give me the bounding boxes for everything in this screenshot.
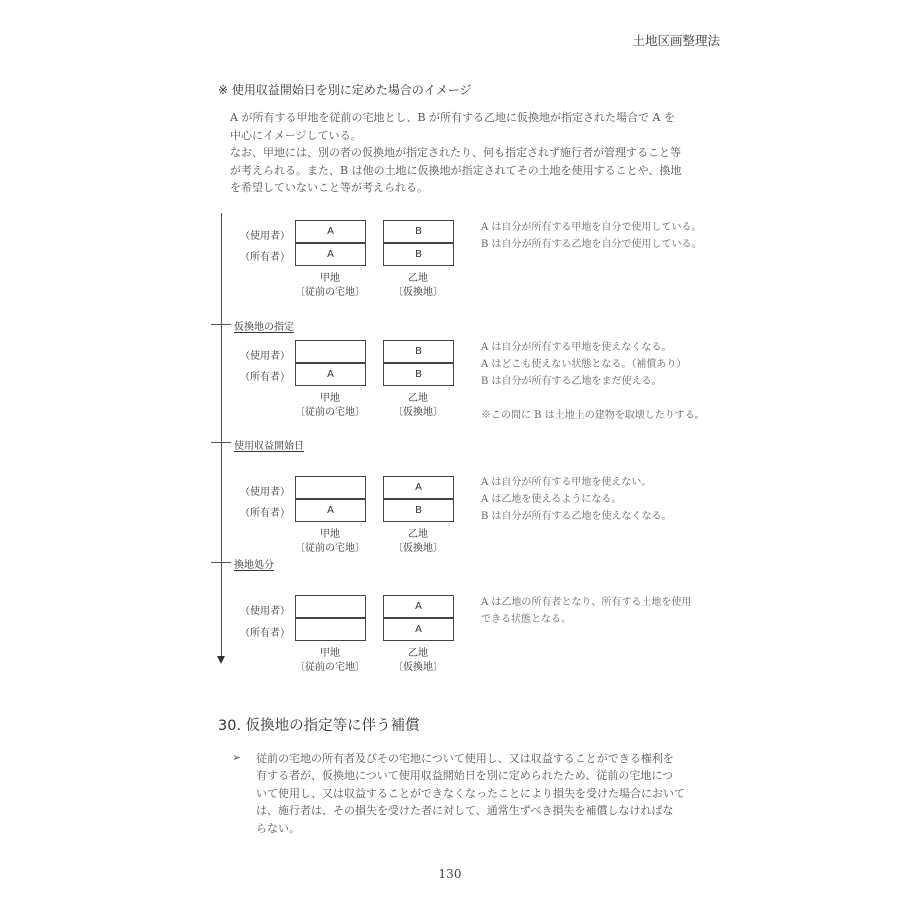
kochi-name: 甲地 bbox=[320, 648, 340, 659]
note-line: A は乙地の所有者となり、所有する土地を使用 bbox=[481, 597, 692, 608]
timeline-tick bbox=[211, 442, 231, 443]
kochi-sub: 〔従前の宅地〕 bbox=[295, 407, 365, 418]
bullet-line: らない。 bbox=[256, 821, 300, 835]
phase-note bbox=[481, 474, 672, 525]
timeline-line bbox=[221, 213, 222, 660]
user-label: （使用者） bbox=[240, 606, 290, 617]
otsu-user-cell: A bbox=[383, 595, 454, 618]
kochi-user-cell: A bbox=[295, 220, 366, 243]
note-line: B は自分が所有する乙地を使えなくなる。 bbox=[481, 511, 672, 522]
bullet-line: いて使用し、又は収益することができなくなったことにより損失を受けた場合において bbox=[256, 786, 685, 800]
bullet-line: 有する者が、仮換地について使用収益開始日を別に定められたため、従前の宅地につ bbox=[256, 769, 674, 783]
kochi-caption bbox=[280, 528, 380, 556]
note-line: A は自分が所有する甲地を自分で使用している。 bbox=[481, 222, 702, 233]
section-note-title: ※ 使用収益開始日を別に定めた場合のイメージ bbox=[218, 83, 472, 97]
otsu-user-cell: A bbox=[383, 476, 454, 499]
note-line: A は自分が所有する甲地を使えなくなる。 bbox=[481, 342, 672, 353]
timeline-tick bbox=[211, 562, 231, 563]
otsu-sub: 〔仮換地〕 bbox=[393, 543, 443, 554]
owner-label: （所有者） bbox=[240, 628, 290, 639]
kochi-owner-cell bbox=[295, 618, 366, 641]
intro-line: なお、甲地には、別の者の仮換地が指定されたり、何も指定されず施行者が管理すること等 bbox=[230, 146, 681, 160]
kochi-user-cell bbox=[295, 340, 366, 363]
intro-line: 中心にイメージしている。 bbox=[230, 128, 362, 142]
otsu-user-cell: B bbox=[383, 220, 454, 243]
intro-line: A が所有する甲地を従前の宅地とし、B が所有する乙地に仮換地が指定された場合で A を bbox=[230, 111, 675, 124]
kochi-name: 甲地 bbox=[320, 273, 340, 284]
kochi-owner-cell: A bbox=[295, 499, 366, 522]
note-line: A はどこも使えない状態となる。（補償あり） bbox=[481, 359, 687, 370]
otsu-owner-cell: B bbox=[383, 363, 454, 386]
kochi-user-cell bbox=[295, 476, 366, 499]
timeline-tick bbox=[211, 324, 231, 325]
phase-note bbox=[481, 219, 702, 253]
note-line: A は乙地を使えるようになる。 bbox=[481, 494, 622, 505]
otsu-sub: 〔仮換地〕 bbox=[393, 287, 443, 298]
owner-label: （所有者） bbox=[240, 508, 290, 519]
kochi-name: 甲地 bbox=[320, 393, 340, 404]
intro-line: が考えられる。また、B は他の土地に仮換地が指定されてその土地を使用することや、換地 bbox=[230, 163, 682, 177]
bullet-line: は、施行者は、その損失を受けた者に対して、通常生ずべき損失を補償しなければな bbox=[256, 804, 674, 818]
otsu-sub: 〔仮換地〕 bbox=[393, 407, 443, 418]
kochi-owner-cell: A bbox=[295, 363, 366, 386]
note-line: ※この間に B は土地上の建物を取壊したりする。 bbox=[481, 410, 705, 421]
page-number: 130 bbox=[438, 867, 462, 881]
otsu-name: 乙地 bbox=[408, 648, 428, 659]
timeline-arrow-icon bbox=[217, 656, 225, 664]
note-line: B は自分が所有する乙地をまだ使える。 bbox=[481, 376, 662, 387]
kochi-sub: 〔従前の宅地〕 bbox=[295, 662, 365, 673]
note-line: A は自分が所有する甲地を使えない。 bbox=[481, 477, 652, 488]
user-label: （使用者） bbox=[240, 487, 290, 498]
kochi-user-cell bbox=[295, 595, 366, 618]
kochi-caption bbox=[280, 647, 380, 675]
note-spacer bbox=[481, 390, 705, 407]
phase-label: 換地処分 bbox=[234, 560, 274, 571]
otsu-owner-cell: B bbox=[383, 499, 454, 522]
kochi-caption bbox=[280, 272, 380, 300]
running-header: 土地区画整理法 bbox=[632, 33, 720, 48]
note-line: できる状態となる。 bbox=[481, 614, 571, 625]
section-heading: 30. 仮換地の指定等に伴う補償 bbox=[218, 718, 420, 734]
bullet-arrow-icon: ➢ bbox=[232, 751, 242, 764]
otsu-user-cell: B bbox=[383, 340, 454, 363]
owner-label: （所有者） bbox=[240, 372, 290, 383]
otsu-name: 乙地 bbox=[408, 273, 428, 284]
kochi-sub: 〔従前の宅地〕 bbox=[295, 543, 365, 554]
kochi-name: 甲地 bbox=[320, 529, 340, 540]
intro-line: を希望していないこと等が考えられる。 bbox=[230, 181, 428, 195]
otsu-sub: 〔仮換地〕 bbox=[393, 662, 443, 673]
otsu-name: 乙地 bbox=[408, 529, 428, 540]
intro-paragraph bbox=[230, 109, 710, 197]
phase-note bbox=[481, 339, 705, 424]
note-line: B は自分が所有する乙地を自分で使用している。 bbox=[481, 239, 702, 250]
bullet-line: 従前の宅地の所有者及びその宅地について使用し、又は収益することができる権利を bbox=[256, 752, 674, 765]
otsu-caption bbox=[368, 392, 468, 420]
otsu-owner-cell: A bbox=[383, 618, 454, 641]
otsu-name: 乙地 bbox=[408, 393, 428, 404]
phase-label: 仮換地の指定 bbox=[234, 322, 294, 333]
otsu-owner-cell: B bbox=[383, 243, 454, 266]
otsu-caption bbox=[368, 272, 468, 300]
owner-label: （所有者） bbox=[240, 252, 290, 263]
kochi-owner-cell: A bbox=[295, 243, 366, 266]
otsu-caption bbox=[368, 647, 468, 675]
phase-label: 使用収益開始日 bbox=[234, 441, 304, 452]
bullet-paragraph bbox=[256, 750, 685, 837]
kochi-sub: 〔従前の宅地〕 bbox=[295, 287, 365, 298]
kochi-caption bbox=[280, 392, 380, 420]
user-label: （使用者） bbox=[240, 231, 290, 242]
user-label: （使用者） bbox=[240, 351, 290, 362]
otsu-caption bbox=[368, 528, 468, 556]
phase-note bbox=[481, 594, 691, 628]
